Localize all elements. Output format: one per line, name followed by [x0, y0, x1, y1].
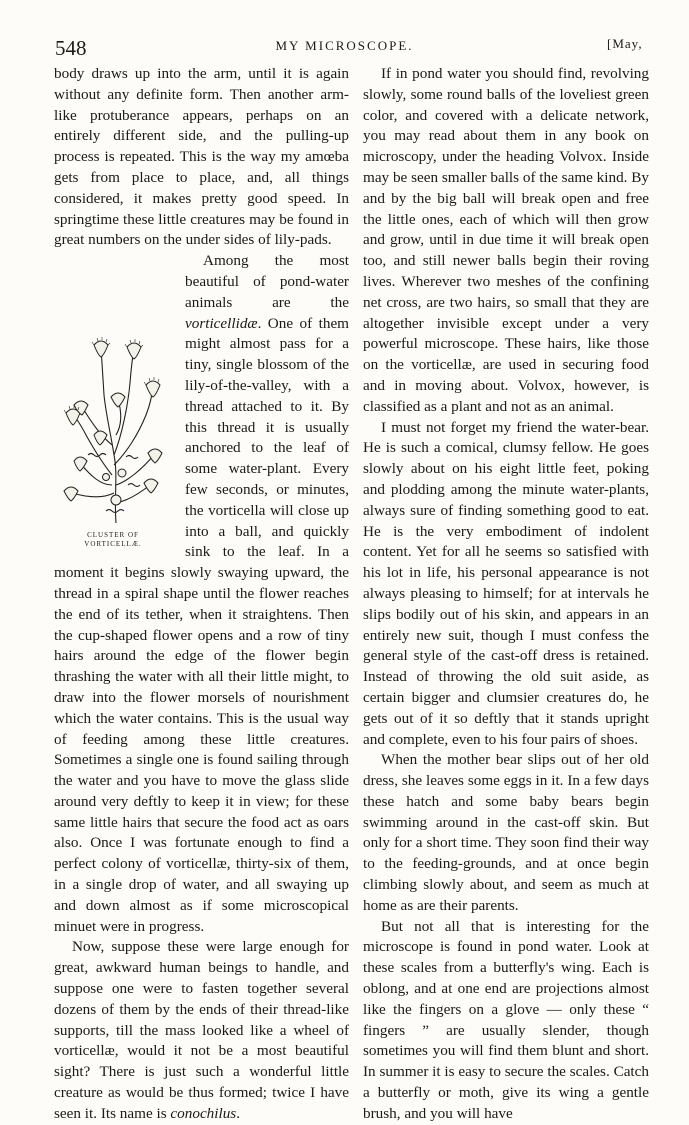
caption-line: VORTICELLÆ. — [84, 540, 142, 549]
spiral-stalk — [128, 484, 140, 487]
text-span: Among the most beautiful of pond-water animals are the — [185, 252, 349, 311]
paragraph-conochilus — [54, 937, 349, 1124]
running-date: [May, — [607, 36, 643, 51]
closed-ball — [111, 495, 121, 505]
bell-flower — [94, 341, 108, 357]
stalk — [72, 493, 114, 497]
paragraph-water-bear: I must not forget my friend the water-bear. He is such a comical, clumsy fellow. He goes slowly about on his eight little feet, poking and plodding among the minute water-plants, always sure of finding something good to eat. He is the very embodiment of indolent content. Yet for all he seems so satisfied with his lot in life, his personal appearance is not always pleasing to himself; for at intervals he slips bodily out of his skin, and appears in an entirely new suit, though I must confess the general style of the cast-off dress is retained. Instead of throwing the old suit aside, as certain bigger and clumsier creatures do, he gets out of it so deftly that it stands upright and complete, even to his four pairs of shoes. — [363, 418, 649, 748]
vorticella-figure — [54, 335, 177, 555]
paragraph-mother-bear: When the mother bear slips out of her old dress, she leaves some eggs in it. In a few days these hatch and some baby bears begin swimming around in the cast-off skin. But only for a short time. They soon find their way to the feeding-grounds, and at once begin climbing slowly about, and seem as much at home as are their parents. — [363, 751, 649, 914]
text-span: . One of them might almost pass for a tiny, single blossom of the lily-of-the-valley, with a thread attached to it. By this thread it is usually anchored to the leaf of some water-plant. Every few seconds, or minutes, the vorticella will close up into a ball, and quickly sink to the leaf. In a moment it begins slowly swaying upward, the thread in a spiral shape until the flower reaches the end of its tether, when it straightens. Then the cup-shaped flower opens and a row of tiny hairs around the edge of the flower begin thrashing the water with all their little might, to draw into the flower morsels of nourishment which the water contains. This is the usual way of feeding among these little creatures. Sometimes a single one is found sailing through the water and you have to move the glass slide around very deftly to keep it in view; for these same little hairs that secure the food act as oars also. Once I was fortunate enough to find a perfect colony of vorticellæ, thirty-six of them, in a single drop of water, and all swaying up and down almost as if some microscopical minuet were in progress. — [54, 314, 349, 935]
page-header — [0, 0, 689, 60]
vorticella-cluster-illustration — [56, 335, 166, 525]
spiral-stalk — [126, 456, 138, 459]
figure-caption — [54, 531, 154, 549]
text-span: Now, suppose these were large enough for great, awkward human beings to handle, and suppose one were to fasten together several dozens of them by the ends of their thread-like supports, till the mass looked like a wheel of vorticellæ, would it not be a most beautiful sight? There is just such a wonderful little creature as would be thus formed; twice I have seen it. Its name is — [54, 938, 349, 1122]
paragraph-volvox: If in pond water you should find, revolving slowly, some round balls of the loveliest green color, and covered with a delicate network, you may read about them in any book on microscopy, under the heading Volvox. Inside may be seen smaller balls of the same kind. By and by the big ball will break open and free the little ones, each of which will then grow and grow, until in due time it will break open too, and still newer balls begin their roving lives. Wherever two meshes of the confining net cross, are two hairs, so small that they are altogether invisible except under a very powerful microscope. These hairs, like those on the vorticellæ, are used in securing food and in moving about. Volvox, however, is classified as a plant and not as an animal. — [363, 65, 649, 415]
paragraph-amoeba: body draws up into the arm, until it is again without any definite form. Then another arm-like protuberance appears, perhaps on an entirely different side, and the pulling-up process is repeated. This is the way my amœba gets from place to place, and, all things considered, it makes pretty good speed. In springtime these little creatures may be found in great numbers on the under sides of lily-pads. — [54, 65, 349, 249]
italic-term-vorticellidae: vorticellidæ — [185, 314, 258, 332]
closed-ball — [118, 469, 126, 477]
italic-term-conochilus: conochilus — [170, 1104, 237, 1122]
bell-flower — [127, 343, 141, 359]
bell-flower — [146, 381, 160, 397]
bell-flower — [94, 431, 107, 445]
text-span: . — [236, 1104, 241, 1122]
bell-flower — [111, 393, 125, 407]
running-title: MY MICROSCOPE. — [275, 38, 414, 53]
left-column — [54, 64, 349, 1125]
right-column — [363, 64, 649, 1125]
paragraph-vorticella — [54, 251, 349, 937]
bell-flower — [144, 479, 158, 493]
caption-line: CLUSTER OF — [87, 531, 139, 540]
paragraph-butterfly-scales: But not all that is interesting for the microscope is found in pond water. Look at these scales from a butterfly's wing. Each is oblong, and at one end are projections almost like the fingers on a glove — only these “ fingers ” are usually slender, though sometimes you will find them blunt and short. In summer it is easy to secure the scales. Catch a butterfly or moth, give its wing a gentle brush, and you will have — [363, 917, 649, 1122]
page-number: 548 — [55, 36, 87, 60]
closed-ball — [103, 474, 110, 481]
bell-flower — [148, 449, 162, 463]
bell-flower — [64, 487, 78, 501]
